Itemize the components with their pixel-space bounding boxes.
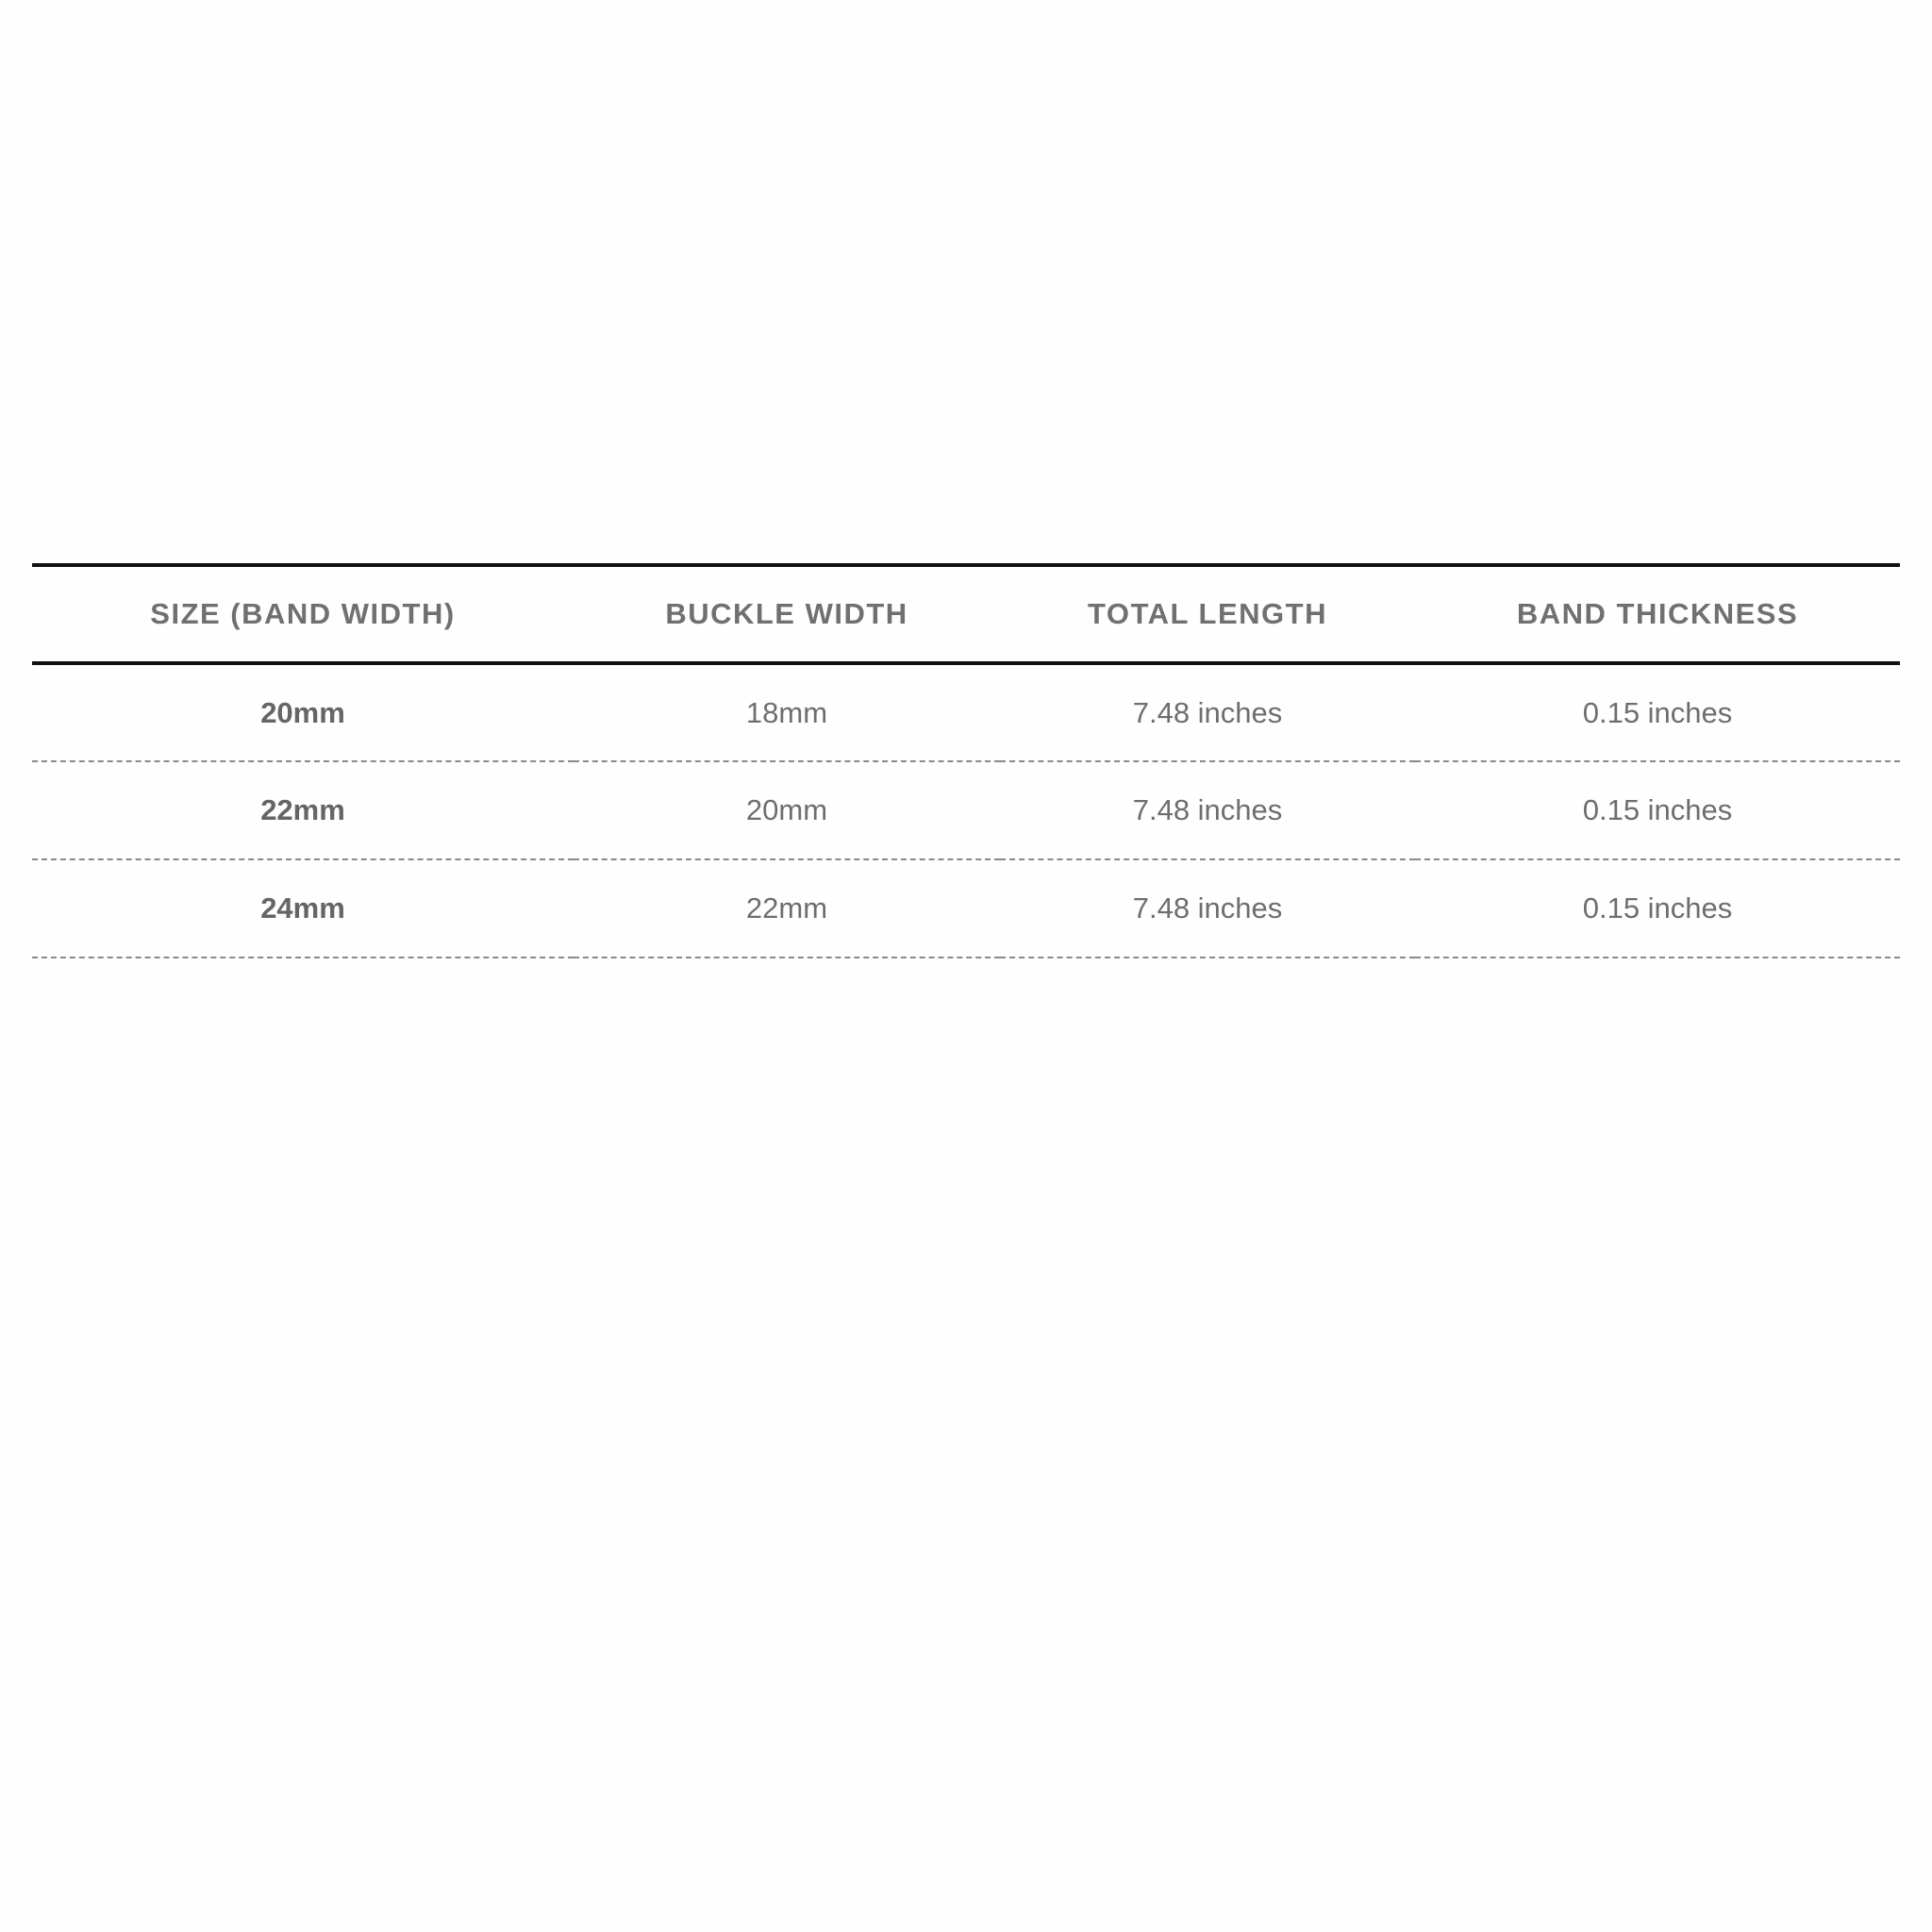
- buckle-width-cell: 20mm: [745, 793, 828, 826]
- header-band-thickness: BAND THICKNESS: [1516, 597, 1799, 630]
- size-chart-table: [32, 563, 1900, 958]
- size-cell: 22mm: [260, 793, 345, 826]
- band-thickness-cell: 0.15 inches: [1582, 695, 1733, 729]
- header-size: SIZE (BAND WIDTH): [150, 597, 456, 630]
- size-cell: 24mm: [260, 891, 345, 924]
- buckle-width-cell: 18mm: [745, 695, 828, 729]
- total-length-cell: 7.48 inches: [1132, 793, 1283, 826]
- table-row: [32, 761, 1900, 859]
- band-thickness-cell: 0.15 inches: [1582, 793, 1733, 826]
- total-length-cell: 7.48 inches: [1132, 695, 1283, 729]
- table-header: [32, 565, 1900, 663]
- header-buckle-width: BUCKLE WIDTH: [665, 597, 908, 630]
- header-row: [32, 565, 1900, 663]
- buckle-width-cell: 22mm: [745, 891, 828, 924]
- table-row: [32, 859, 1900, 958]
- header-total-length: TOTAL LENGTH: [1088, 597, 1327, 630]
- table-row: [32, 663, 1900, 761]
- band-thickness-cell: 0.15 inches: [1582, 891, 1733, 924]
- total-length-cell: 7.48 inches: [1132, 891, 1283, 924]
- size-cell: 20mm: [260, 695, 345, 729]
- table-body: [32, 663, 1900, 958]
